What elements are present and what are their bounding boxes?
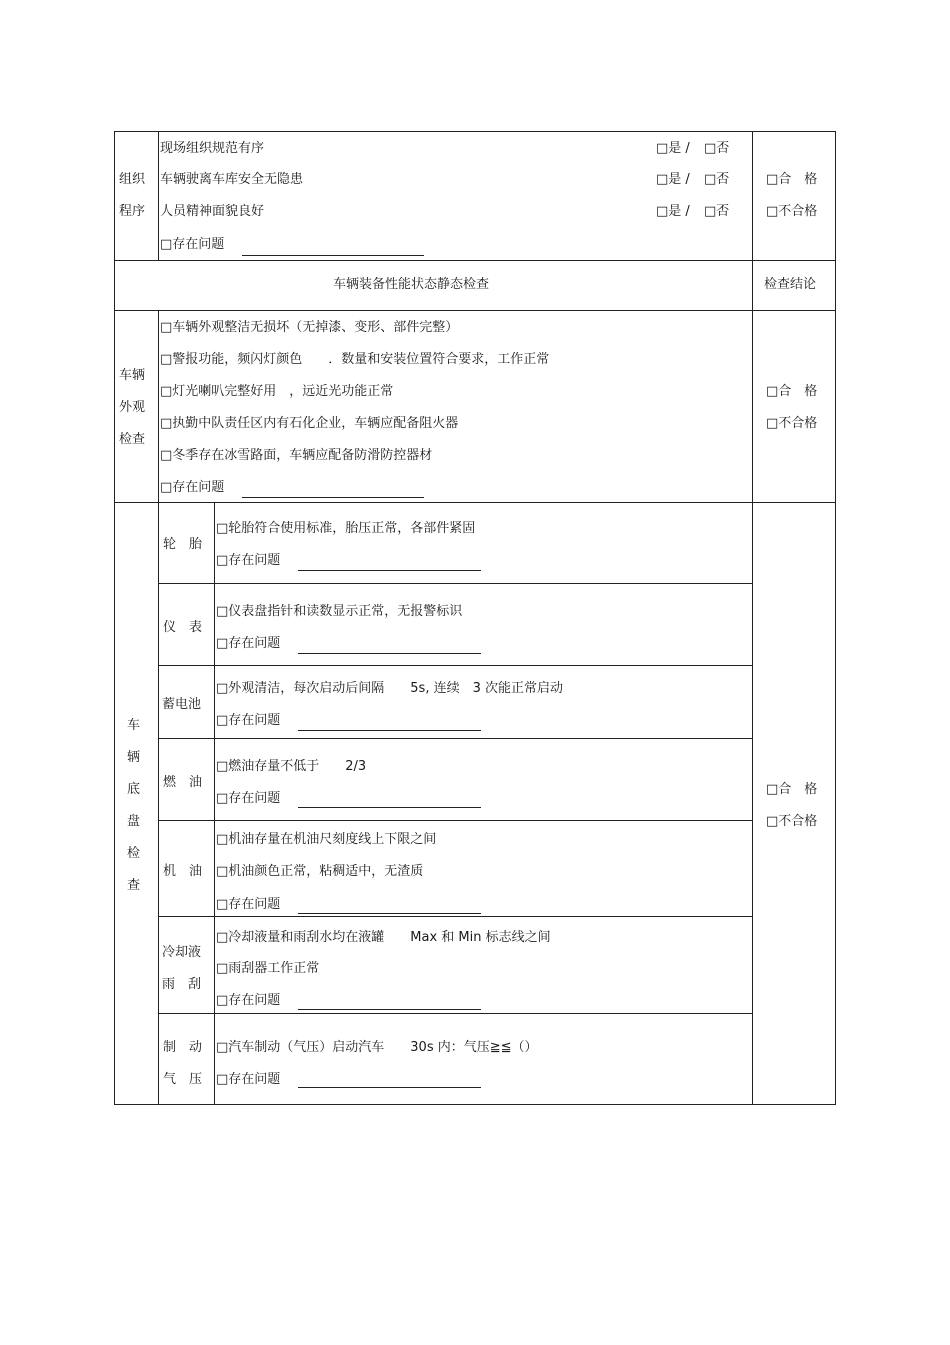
problem-blank-line[interactable] <box>298 913 481 914</box>
row-divider <box>114 502 836 503</box>
appearance-label-line3: 检查 <box>119 432 146 447</box>
fuel-item-checkbox[interactable]: □燃油存量不低于 2/3 <box>216 759 367 774</box>
instruments-item-checkbox[interactable]: □仪表盘指针和读数显示正常，无报警标识 <box>216 604 463 619</box>
appearance-item-checkbox[interactable]: □警报功能，频闪灯颜色 ．数量和安装位置符合要求，工作正常 <box>160 352 550 367</box>
chassis-label-char: 盘 <box>127 814 141 829</box>
appearance-label-line2: 外观 <box>119 400 146 415</box>
org-item-text: 现场组织规范有序 <box>160 141 265 156</box>
chassis-label-char: 查 <box>127 878 141 893</box>
chassis-label-char: 底 <box>127 782 141 797</box>
engine-oil-item-checkbox[interactable]: □机油颜色正常，粘稠适中，无渣质 <box>216 864 424 879</box>
tires-item-checkbox[interactable]: □轮胎符合使用标准，胎压正常，各部件紧固 <box>216 521 476 536</box>
appearance-item-checkbox[interactable]: □冬季存在冰雪路面，车辆应配备防滑防控器材 <box>160 448 433 463</box>
subrow-divider <box>158 916 753 917</box>
section-name-coolant: 冷却液 <box>162 945 202 960</box>
table-border-bottom <box>114 1104 836 1105</box>
chassis-label-char: 辆 <box>127 750 141 765</box>
engine-oil-item-checkbox[interactable]: □机油存量在机油尺刻度线上下限之间 <box>216 832 437 847</box>
yes-checkbox[interactable]: □是 / <box>656 204 690 219</box>
org-label-line1: 组织 <box>119 172 146 187</box>
subrow-divider <box>158 820 753 821</box>
pass-checkbox[interactable]: □合 格 <box>766 782 818 797</box>
problem-checkbox[interactable]: □存在问题 <box>216 1072 281 1087</box>
subrow-divider <box>158 738 753 739</box>
table-border-left <box>114 131 115 1105</box>
subname-column-divider <box>214 502 215 1105</box>
problem-checkbox[interactable]: □存在问题 <box>160 237 225 252</box>
problem-blank-line[interactable] <box>298 807 481 808</box>
brake-item-checkbox[interactable]: □汽车制动（气压）启动汽车 30s 内：气压≧≦（） <box>216 1040 538 1055</box>
yes-checkbox[interactable]: □是 / <box>656 141 690 156</box>
subrow-divider <box>158 1013 753 1014</box>
subrow-divider <box>158 583 753 584</box>
problem-checkbox[interactable]: □存在问题 <box>216 993 281 1008</box>
label-column-divider <box>158 310 159 1105</box>
org-label-line2: 程序 <box>119 204 146 219</box>
conclusion-column-divider <box>752 131 753 1105</box>
problem-checkbox[interactable]: □存在问题 <box>216 636 281 651</box>
org-item-text: 人员精神面貌良好 <box>160 204 265 219</box>
section-name-engine-oil: 机 油 <box>163 864 203 879</box>
row-divider <box>114 260 836 261</box>
label-column-divider <box>158 131 159 260</box>
problem-blank-line[interactable] <box>242 255 424 256</box>
problem-checkbox[interactable]: □存在问题 <box>216 553 281 568</box>
section-name-brake: 制 动 <box>163 1040 203 1055</box>
section-name-tires: 轮 胎 <box>163 537 203 552</box>
problem-blank-line[interactable] <box>298 653 481 654</box>
fail-checkbox[interactable]: □不合格 <box>766 416 818 431</box>
problem-blank-line[interactable] <box>298 570 481 571</box>
fail-checkbox[interactable]: □不合格 <box>766 814 818 829</box>
problem-blank-line[interactable] <box>298 1009 481 1010</box>
problem-blank-line[interactable] <box>242 497 424 498</box>
battery-item-checkbox[interactable]: □外观清洁，每次启动后间隔 5s, 连续 3 次能正常启动 <box>216 681 563 696</box>
org-item-text: 车辆驶离车库安全无隐患 <box>160 172 304 187</box>
problem-checkbox[interactable]: □存在问题 <box>216 791 281 806</box>
appearance-item-checkbox[interactable]: □灯光喇叭完整好用 ，远近光功能正常 <box>160 384 394 399</box>
section-name-air-pressure: 气 压 <box>163 1072 203 1087</box>
row-divider <box>114 310 836 311</box>
wipers-item-checkbox[interactable]: □雨刮器工作正常 <box>216 961 320 976</box>
problem-blank-line[interactable] <box>298 730 481 731</box>
section-name-wipers: 雨 刮 <box>162 977 202 992</box>
table-border-top <box>114 131 836 132</box>
problem-checkbox[interactable]: □存在问题 <box>216 897 281 912</box>
coolant-item-checkbox[interactable]: □冷却液量和雨刮水均在液罐 Max 和 Min 标志线之间 <box>216 930 551 945</box>
yes-checkbox[interactable]: □是 / <box>656 172 690 187</box>
appearance-item-checkbox[interactable]: □车辆外观整洁无损坏（无掉漆、变形、部件完整） <box>160 320 459 335</box>
fail-checkbox[interactable]: □不合格 <box>766 204 818 219</box>
appearance-label-line1: 车辆 <box>119 368 146 383</box>
chassis-label-char: 车 <box>127 718 141 733</box>
static-check-title: 车辆装备性能状态静态检查 <box>333 277 490 292</box>
table-border-right <box>835 131 836 1105</box>
subrow-divider <box>158 665 753 666</box>
chassis-label-char: 检 <box>127 846 141 861</box>
no-checkbox[interactable]: □否 <box>704 172 730 187</box>
pass-checkbox[interactable]: □合 格 <box>766 384 818 399</box>
problem-checkbox[interactable]: □存在问题 <box>216 713 281 728</box>
problem-blank-line[interactable] <box>298 1087 481 1088</box>
no-checkbox[interactable]: □否 <box>704 141 730 156</box>
section-name-fuel: 燃 油 <box>163 775 203 790</box>
problem-checkbox[interactable]: □存在问题 <box>160 480 225 495</box>
pass-checkbox[interactable]: □合 格 <box>766 172 818 187</box>
no-checkbox[interactable]: □否 <box>704 204 730 219</box>
section-name-battery: 蓄电池 <box>162 697 202 712</box>
section-name-instruments: 仪 表 <box>163 620 203 635</box>
conclusion-header: 检查结论 <box>764 277 817 292</box>
appearance-item-checkbox[interactable]: □执勤中队责任区内有石化企业，车辆应配备阻火器 <box>160 416 459 431</box>
